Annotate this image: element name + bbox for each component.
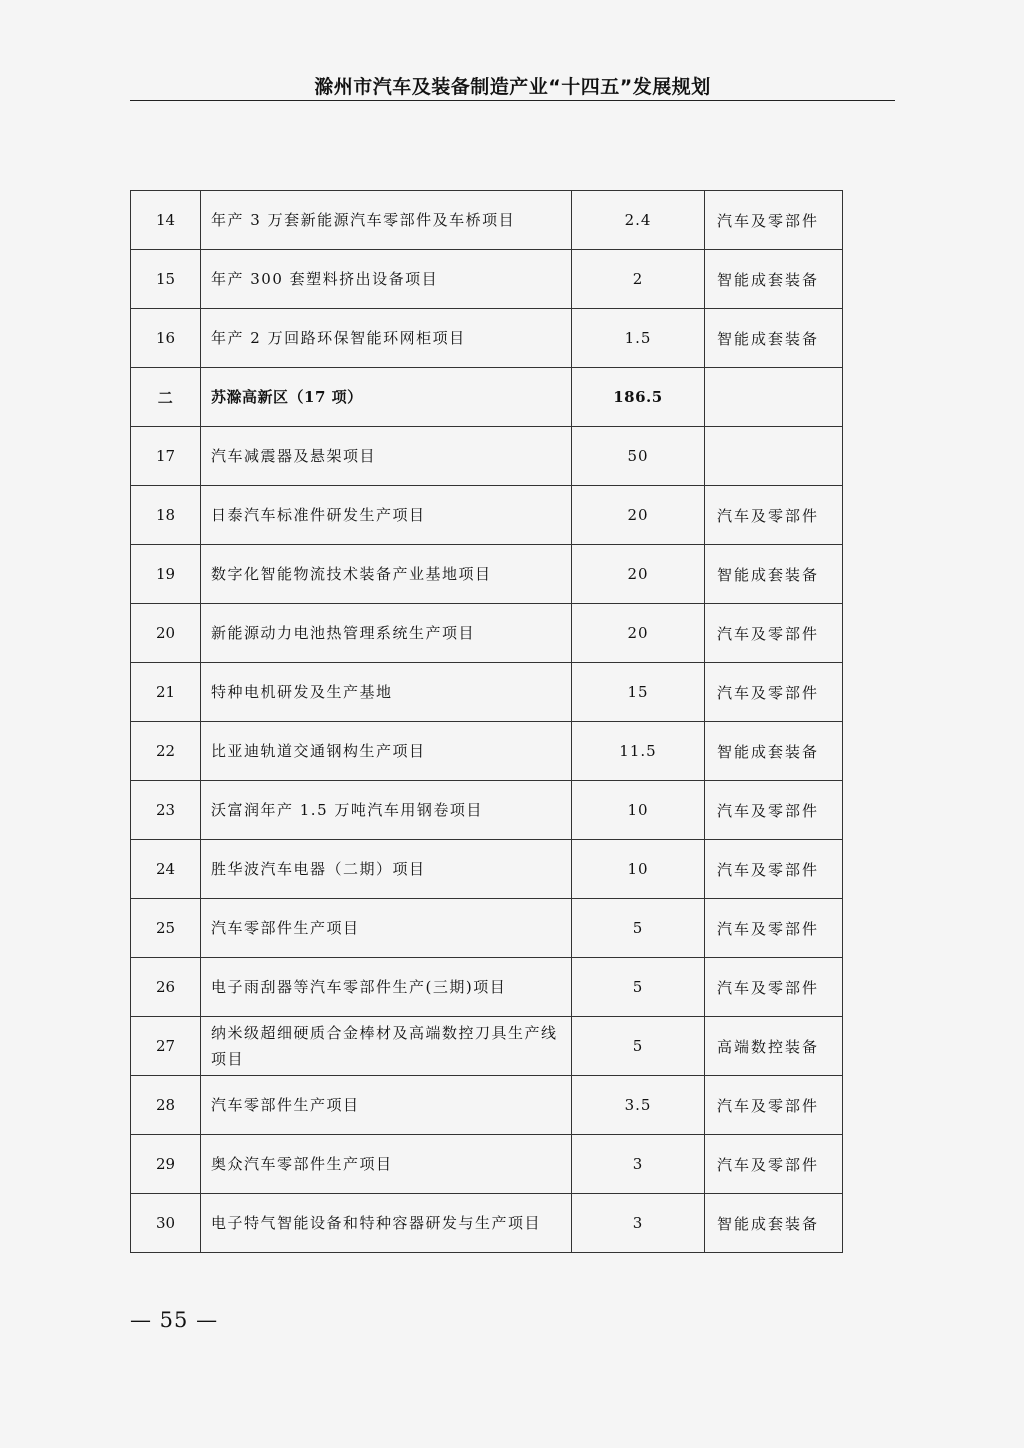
investment-value: 186.5	[572, 368, 705, 427]
project-name: 胜华波汽车电器（二期）项目	[201, 840, 572, 899]
category-label: 汽车及零部件	[705, 1135, 843, 1194]
project-table-body	[131, 191, 843, 1253]
row-number: 16	[131, 309, 201, 368]
project-name: 奥众汽车零部件生产项目	[201, 1135, 572, 1194]
table-row	[131, 899, 843, 958]
table-row	[131, 958, 843, 1017]
investment-value: 11.5	[572, 722, 705, 781]
row-number: 14	[131, 191, 201, 250]
category-label: 汽车及零部件	[705, 958, 843, 1017]
project-name: 汽车减震器及悬架项目	[201, 427, 572, 486]
row-number: 15	[131, 250, 201, 309]
row-number: 19	[131, 545, 201, 604]
investment-value: 5	[572, 899, 705, 958]
project-name: 苏滁高新区（17 项）	[201, 368, 572, 427]
category-label: 智能成套装备	[705, 722, 843, 781]
table-row	[131, 1076, 843, 1135]
category-label: 汽车及零部件	[705, 840, 843, 899]
page-number: — 55 —	[130, 1308, 219, 1332]
investment-value: 50	[572, 427, 705, 486]
investment-value: 5	[572, 958, 705, 1017]
investment-value: 20	[572, 604, 705, 663]
category-label	[705, 427, 843, 486]
project-name: 沃富润年产 1.5 万吨汽车用钢卷项目	[201, 781, 572, 840]
investment-value: 3	[572, 1194, 705, 1253]
row-number: 26	[131, 958, 201, 1017]
table-row	[131, 191, 843, 250]
category-label: 汽车及零部件	[705, 781, 843, 840]
table-row	[131, 1135, 843, 1194]
table-row	[131, 604, 843, 663]
row-number: 23	[131, 781, 201, 840]
category-label: 智能成套装备	[705, 545, 843, 604]
category-label	[705, 368, 843, 427]
row-number: 28	[131, 1076, 201, 1135]
investment-value: 15	[572, 663, 705, 722]
project-name: 数字化智能物流技术装备产业基地项目	[201, 545, 572, 604]
project-name: 特种电机研发及生产基地	[201, 663, 572, 722]
table-row	[131, 545, 843, 604]
project-name: 电子雨刮器等汽车零部件生产(三期)项目	[201, 958, 572, 1017]
table-row	[131, 781, 843, 840]
project-name: 纳米级超细硬质合金棒材及高端数控刀具生产线项目	[201, 1017, 572, 1076]
section-row	[131, 368, 843, 427]
table-row	[131, 1194, 843, 1253]
category-label: 汽车及零部件	[705, 486, 843, 545]
category-label: 汽车及零部件	[705, 663, 843, 722]
row-number: 25	[131, 899, 201, 958]
project-name: 汽车零部件生产项目	[201, 1076, 572, 1135]
table-row	[131, 1017, 843, 1076]
project-name: 年产 3 万套新能源汽车零部件及车桥项目	[201, 191, 572, 250]
investment-value: 20	[572, 545, 705, 604]
table-row	[131, 722, 843, 781]
project-name: 新能源动力电池热管理系统生产项目	[201, 604, 572, 663]
category-label: 智能成套装备	[705, 309, 843, 368]
project-name: 比亚迪轨道交通钢构生产项目	[201, 722, 572, 781]
row-number: 18	[131, 486, 201, 545]
page-header-title: 滁州市汽车及装备制造产业“十四五”发展规划	[314, 76, 711, 98]
row-number: 20	[131, 604, 201, 663]
category-label: 汽车及零部件	[705, 1076, 843, 1135]
investment-value: 3.5	[572, 1076, 705, 1135]
investment-value: 20	[572, 486, 705, 545]
investment-value: 10	[572, 840, 705, 899]
row-number: 17	[131, 427, 201, 486]
row-number: 二	[131, 368, 201, 427]
table-row	[131, 309, 843, 368]
project-name: 电子特气智能设备和特种容器研发与生产项目	[201, 1194, 572, 1253]
row-number: 21	[131, 663, 201, 722]
category-label: 汽车及零部件	[705, 191, 843, 250]
investment-value: 10	[572, 781, 705, 840]
investment-value: 5	[572, 1017, 705, 1076]
table-row	[131, 427, 843, 486]
table-row	[131, 663, 843, 722]
row-number: 27	[131, 1017, 201, 1076]
project-table	[130, 190, 843, 1253]
project-name: 汽车零部件生产项目	[201, 899, 572, 958]
row-number: 30	[131, 1194, 201, 1253]
table-row	[131, 840, 843, 899]
category-label: 汽车及零部件	[705, 899, 843, 958]
table-row	[131, 250, 843, 309]
investment-value: 2	[572, 250, 705, 309]
investment-value: 2.4	[572, 191, 705, 250]
row-number: 24	[131, 840, 201, 899]
header-divider	[130, 100, 895, 101]
category-label: 汽车及零部件	[705, 604, 843, 663]
project-name: 日泰汽车标准件研发生产项目	[201, 486, 572, 545]
row-number: 29	[131, 1135, 201, 1194]
investment-value: 3	[572, 1135, 705, 1194]
project-name: 年产 2 万回路环保智能环网柜项目	[201, 309, 572, 368]
project-name: 年产 300 套塑料挤出设备项目	[201, 250, 572, 309]
investment-value: 1.5	[572, 309, 705, 368]
category-label: 智能成套装备	[705, 1194, 843, 1253]
table-row	[131, 486, 843, 545]
row-number: 22	[131, 722, 201, 781]
category-label: 智能成套装备	[705, 250, 843, 309]
category-label: 高端数控装备	[705, 1017, 843, 1076]
